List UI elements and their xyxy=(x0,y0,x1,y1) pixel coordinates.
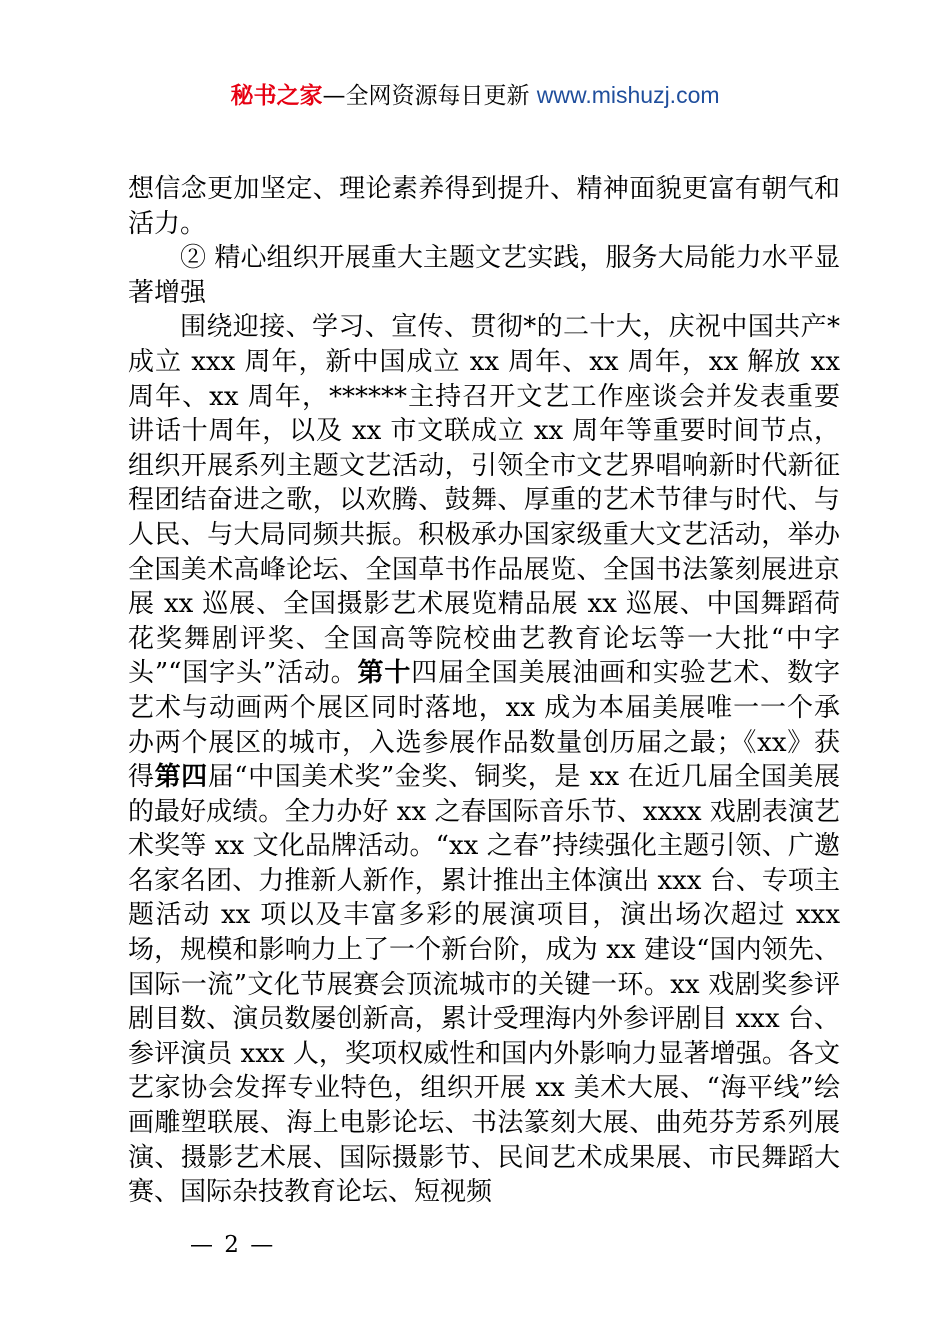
bold-text: 第四 xyxy=(154,762,208,793)
paragraph-continuation xyxy=(128,172,840,241)
bold-text: 第十 xyxy=(357,658,412,689)
paragraph-text: 围绕迎接、学习、宣传、贯彻*的二十大，庆祝中国共产*成立 xxx 周年，新中国成立 xx 周年、xx 周年，xx 解放 xx 周年、xx 周年，******主持召开文艺工作座谈会并发表重要讲话十周年，以及 xx 市文联成立 xx 周年等重要时间节点，组织开展系列主题文艺活动，引领全市文艺界唱响新时代新征程团结奋进之歌，以欢腾、鼓舞、厚重的艺术节律与时代、与人民、与大局同频共振。积极承办国家级重大文艺活动，举办全国美术高峰论坛、全国草书作品展览、全国书法篆刻展进京展 xx 巡展、全国摄影艺术展览精品展 xx 巡展、中国舞蹈荷花奖舞剧评奖、全国高等院校曲艺教育论坛等一大批“中字头”“国字头”活动。 xyxy=(128,312,840,689)
paragraph-main xyxy=(128,310,840,1209)
brand-name: 秘书之家 xyxy=(230,83,323,109)
header-slogan: —全网资源每日更新 xyxy=(322,83,537,109)
paragraph-text: 四届全国美展油画和实验艺术、数字艺术与动画两个展区同时落地，xx 成为本届美展唯一一个承办两个展区的城市，入选参展作品数量创历届之最；《xx》获得 xyxy=(128,658,840,793)
heading-text: ② 精心组织开展重大主题文艺实践，服务大局能力水平显著增强 xyxy=(128,243,840,308)
site-url-link[interactable]: www.mishuzj.com xyxy=(536,82,720,108)
paragraph-text: 届“中国美术奖”金奖、铜奖，是 xx 在近几届全国美展的最好成绩。全力办好 xx 之春国际音乐节、xxxx 戏剧表演艺术奖等 xx 文化品牌活动。“xx 之春”持续强化主题引领、广邀名家名团、力推新人新作，累计推出主体演出 xxx 台、专项主题活动 xx 项以及丰富多彩的展演项目，演出场次超过 xxx 场，规模和影响力上了一个新台阶，成为 xx 建设“国内领先、国际一流”文化节展赛会顶流城市的关键一环。xx 戏剧奖参评剧目数、演员数屡创新高，累计受理海内外参评剧目 xxx 台、参评演员 xxx 人，奖项权威性和国内外影响力显著增强。各文艺家协会发挥专业特色，组织开展 xx 美术大展、“海平线”绘画雕塑联展、海上电影论坛、书法篆刻大展、曲苑芬芳系列展演、摄影艺术展、国际摄影节、民间艺术成果展、市民舞蹈大赛、国际杂技教育论坛、短视频 xyxy=(128,762,840,1208)
page-number: — 2 — xyxy=(190,1232,276,1258)
paragraph-text: 想信念更加坚定、理论素养得到提升、精神面貌更富有朝气和活力。 xyxy=(128,174,840,239)
site-header xyxy=(0,78,950,113)
section-heading xyxy=(128,241,840,310)
document-body xyxy=(128,172,840,1210)
